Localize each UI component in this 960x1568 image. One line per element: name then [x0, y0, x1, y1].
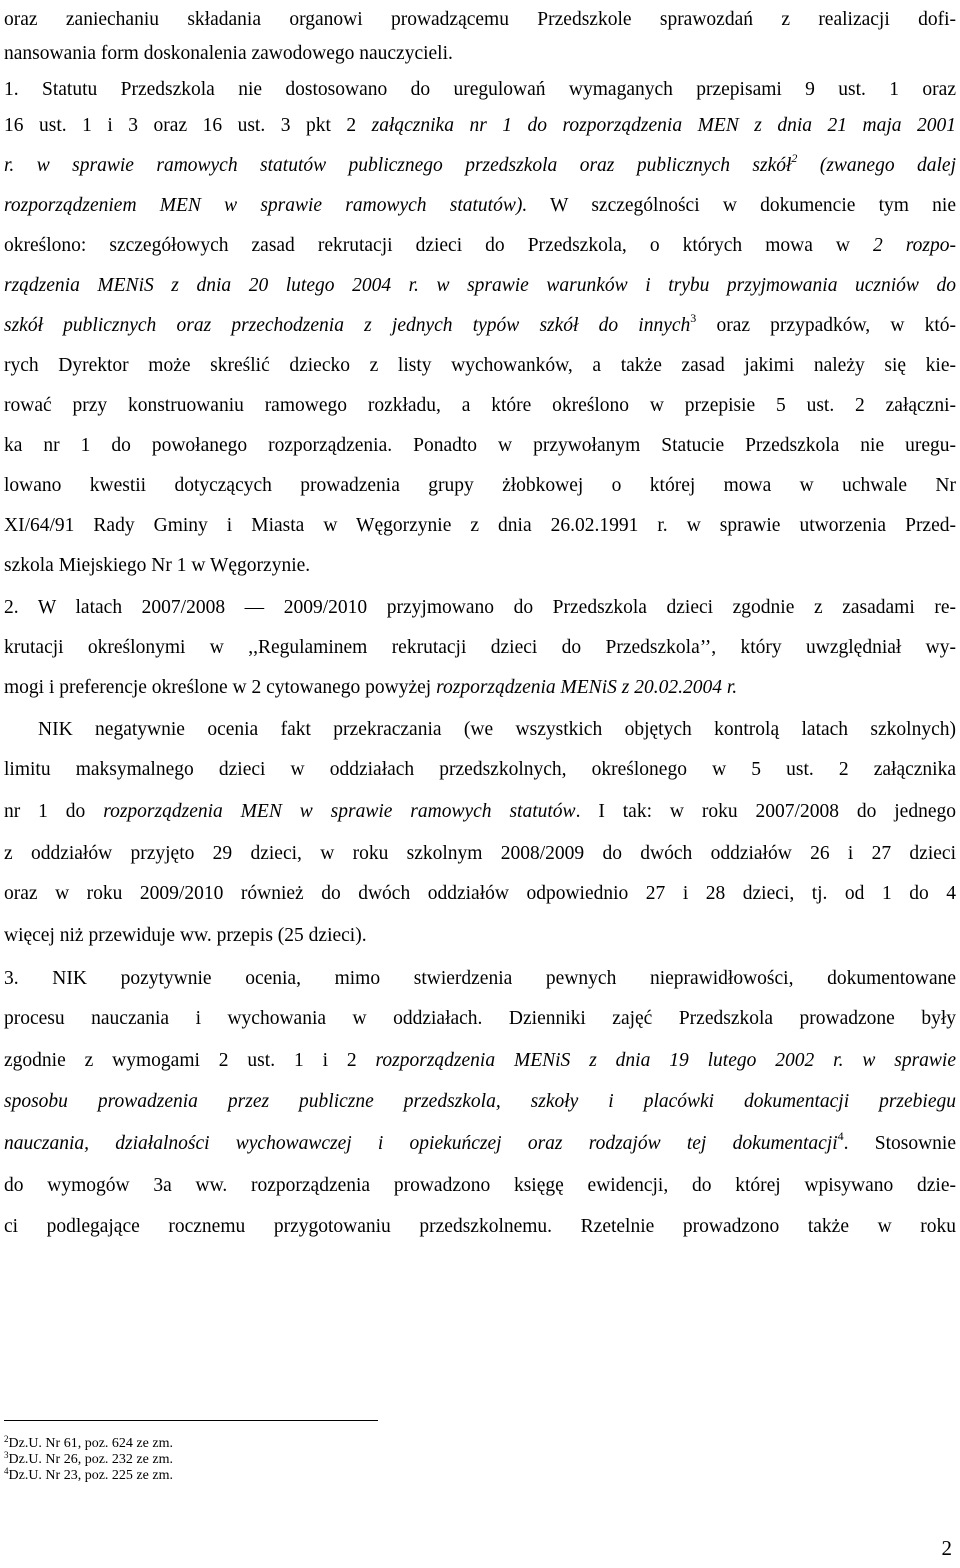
body-line: nauczania, działalności wychowawczej i opiekuńczej oraz rodzajów tej dokumentacji$^4$. Stosownie	[4, 1129, 956, 1154]
page-number: 2	[941, 1536, 952, 1560]
footnote: $^3$Dz.U. Nr 26, poz. 232 ze zm.	[4, 1450, 173, 1467]
body-line: 16 ust. 1 i 3 oraz 16 ust. 3 pkt 2 załącznika nr 1 do rozporządzenia MEN z dnia 21 maja 2001	[4, 115, 956, 136]
body-line: szkół publicznych oraz przechodzenia z jednych typów szkół do innych$^3$ oraz przypadków, w któ-	[4, 311, 957, 336]
body-line: sposobu prowadzenia przez publiczne przedszkola, szkoły i placówki dokumentacji przebiegu	[4, 1091, 956, 1112]
body-line: limitu maksymalnego dzieci w oddziałach przedszkolnych, określonego w 5 ust. 2 załącznika	[4, 759, 956, 780]
footnote-separator	[4, 1420, 378, 1421]
body-line: krutacji określonymi w ,,Regulaminem rekrutacji dzieci do Przedszkola’’, który uwzględniał wy-	[4, 637, 956, 658]
body-line: XI/64/91 Rady Gminy i Miasta w Węgorzynie z dnia 26.02.1991 r. w sprawie utworzenia Przed-	[4, 515, 956, 536]
body-line: do wymogów 3a ww. rozporządzenia prowadzono księgę ewidencji, do której wpisywano dzie-	[4, 1175, 956, 1196]
body-line: rządzenia MENiS z dnia 20 lutego 2004 r. w sprawie warunków i trybu przyjmowania uczniów do	[4, 275, 956, 296]
body-line: ka nr 1 do powołanego rozporządzenia. Ponadto w przywołanym Statucie Przedszkola nie uregu-	[4, 435, 956, 456]
body-line: szkola Miejskiego Nr 1 w Węgorzynie.	[4, 555, 311, 576]
body-line: oraz zaniechaniu składania organowi prowadzącemu Przedszkole sprawozdań z realizacji dofi-	[4, 9, 956, 30]
body-line: r. w sprawie ramowych statutów publicznego przedszkola oraz publicznych szkół$^2$ (zwanego dalej	[4, 151, 956, 176]
body-line: NIK negatywnie ocenia fakt przekraczania (we wszystkich objętych kontrolą latach szkolnych)	[38, 719, 956, 740]
body-line: oraz w roku 2009/2010 również do dwóch oddziałów odpowiednio 27 i 28 dzieci, tj. od 1 do 4	[4, 883, 956, 904]
body-line: 2. W latach 2007/2008 — 2009/2010 przyjmowano do Przedszkola dzieci zgodnie z zasadami re-	[4, 597, 956, 618]
body-line: 1. Statutu Przedszkola nie dostosowano do uregulowań wymaganych przepisami 9 ust. 1 oraz	[4, 79, 956, 100]
body-line: nr 1 do rozporządzenia MEN w sprawie ramowych statutów. I tak: w roku 2007/2008 do jednego	[4, 801, 956, 822]
body-line: określono: szczegółowych zasad rekrutacji dzieci do Przedszkola, o których mowa w 2 rozpo-	[4, 235, 956, 256]
body-line: z oddziałów przyjęto 29 dzieci, w roku szkolnym 2008/2009 do dwóch oddziałów 26 i 27 dzieci	[4, 843, 956, 864]
body-line: procesu nauczania i wychowania w oddziałach. Dzienniki zajęć Przedszkola prowadzone były	[4, 1008, 956, 1029]
body-line: ci podlegające rocznemu przygotowaniu przedszkolnemu. Rzetelnie prowadzono także w roku	[4, 1216, 956, 1237]
body-line: rować przy konstruowaniu ramowego rozkładu, a które określono w przepisie 5 ust. 2 załączni-	[4, 395, 956, 416]
body-line: więcej niż przewiduje ww. przepis (25 dzieci).	[4, 925, 367, 946]
body-line: rych Dyrektor może skreślić dziecko z listy wychowanków, a także zasad jakimi należy się kie-	[4, 355, 956, 376]
body-line: nansowania form doskonalenia zawodowego nauczycieli.	[4, 43, 453, 64]
body-line: zgodnie z wymogami 2 ust. 1 i 2 rozporządzenia MENiS z dnia 19 lutego 2002 r. w sprawie	[4, 1050, 956, 1071]
body-line: lowano kwestii dotyczących prowadzenia grupy żłobkowej o której mowa w uchwale Nr	[4, 475, 956, 496]
body-line: mogi i preferencje określone w 2 cytowanego powyżej rozporządzenia MENiS z 20.02.2004 r.	[4, 677, 738, 698]
body-line: rozporządzeniem MEN w sprawie ramowych statutów). W szczególności w dokumencie tym nie	[4, 195, 956, 216]
footnote: $^4$Dz.U. Nr 23, poz. 225 ze zm.	[4, 1466, 173, 1483]
footnote: $^2$Dz.U. Nr 61, poz. 624 ze zm.	[4, 1434, 173, 1451]
body-line: 3. NIK pozytywnie ocenia, mimo stwierdzenia pewnych nieprawidłowości, dokumentowane	[4, 968, 956, 989]
